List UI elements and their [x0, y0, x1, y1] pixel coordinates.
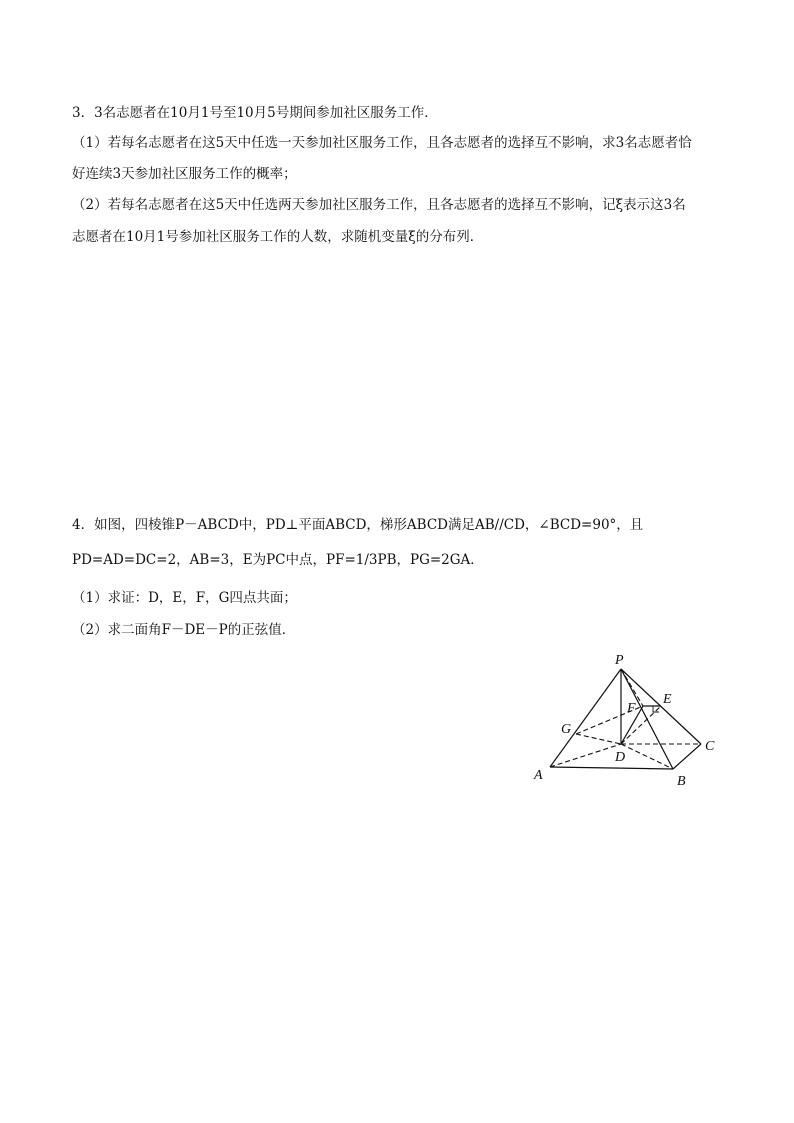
edge-PA	[550, 669, 621, 767]
label-D: D	[615, 750, 626, 765]
edge-AD	[550, 744, 621, 767]
q3-part1-line1: （1）若每名志愿者在这5天中任选一天参加社区服务工作，且各志愿者的选择互不影响，求3名志愿者恰	[72, 135, 692, 151]
pyramid-figure	[525, 648, 735, 790]
label-C: C	[705, 739, 715, 754]
q4-part1: （1）求证：D，E，F，G四点共面；	[72, 590, 297, 606]
q3-part2-line2: 志愿者在10月1号参加社区服务工作的人数，求随机变量ξ的分布列．	[72, 229, 484, 245]
edge-DB	[621, 744, 673, 769]
label-P: P	[615, 653, 624, 668]
q4-part2: （2）求二面角F－DE－P的正弦值．	[72, 622, 296, 638]
label-A: A	[534, 768, 543, 783]
q3-part1-line2: 好连续3天参加社区服务工作的概率；	[72, 166, 297, 182]
q4-stem-line1: 4．如图，四棱锥P－ABCD中，PD⊥平面ABCD，梯形ABCD满足AB//CD，∠BCD=90°，且	[72, 517, 644, 533]
pyramid-diagram	[525, 648, 735, 790]
label-F: F	[627, 701, 636, 716]
edge-AB	[550, 767, 673, 769]
q3-part2-line1: （2）若每名志愿者在这5天中任选两天参加社区服务工作，且各志愿者的选择互不影响，记ξ表示这3名	[72, 197, 686, 213]
label-B: B	[677, 774, 686, 789]
label-E: E	[663, 692, 672, 707]
q4-stem-line2: PD=AD=DC=2，AB=3，E为PC中点，PF=1/3PB，PG=2GA．	[72, 552, 484, 568]
segment-GD	[576, 734, 621, 744]
label-G: G	[561, 722, 572, 737]
q3-stem: 3．3名志愿者在10月1号至10月5号期间参加社区服务工作．	[72, 105, 438, 121]
edge-BC	[673, 744, 701, 769]
